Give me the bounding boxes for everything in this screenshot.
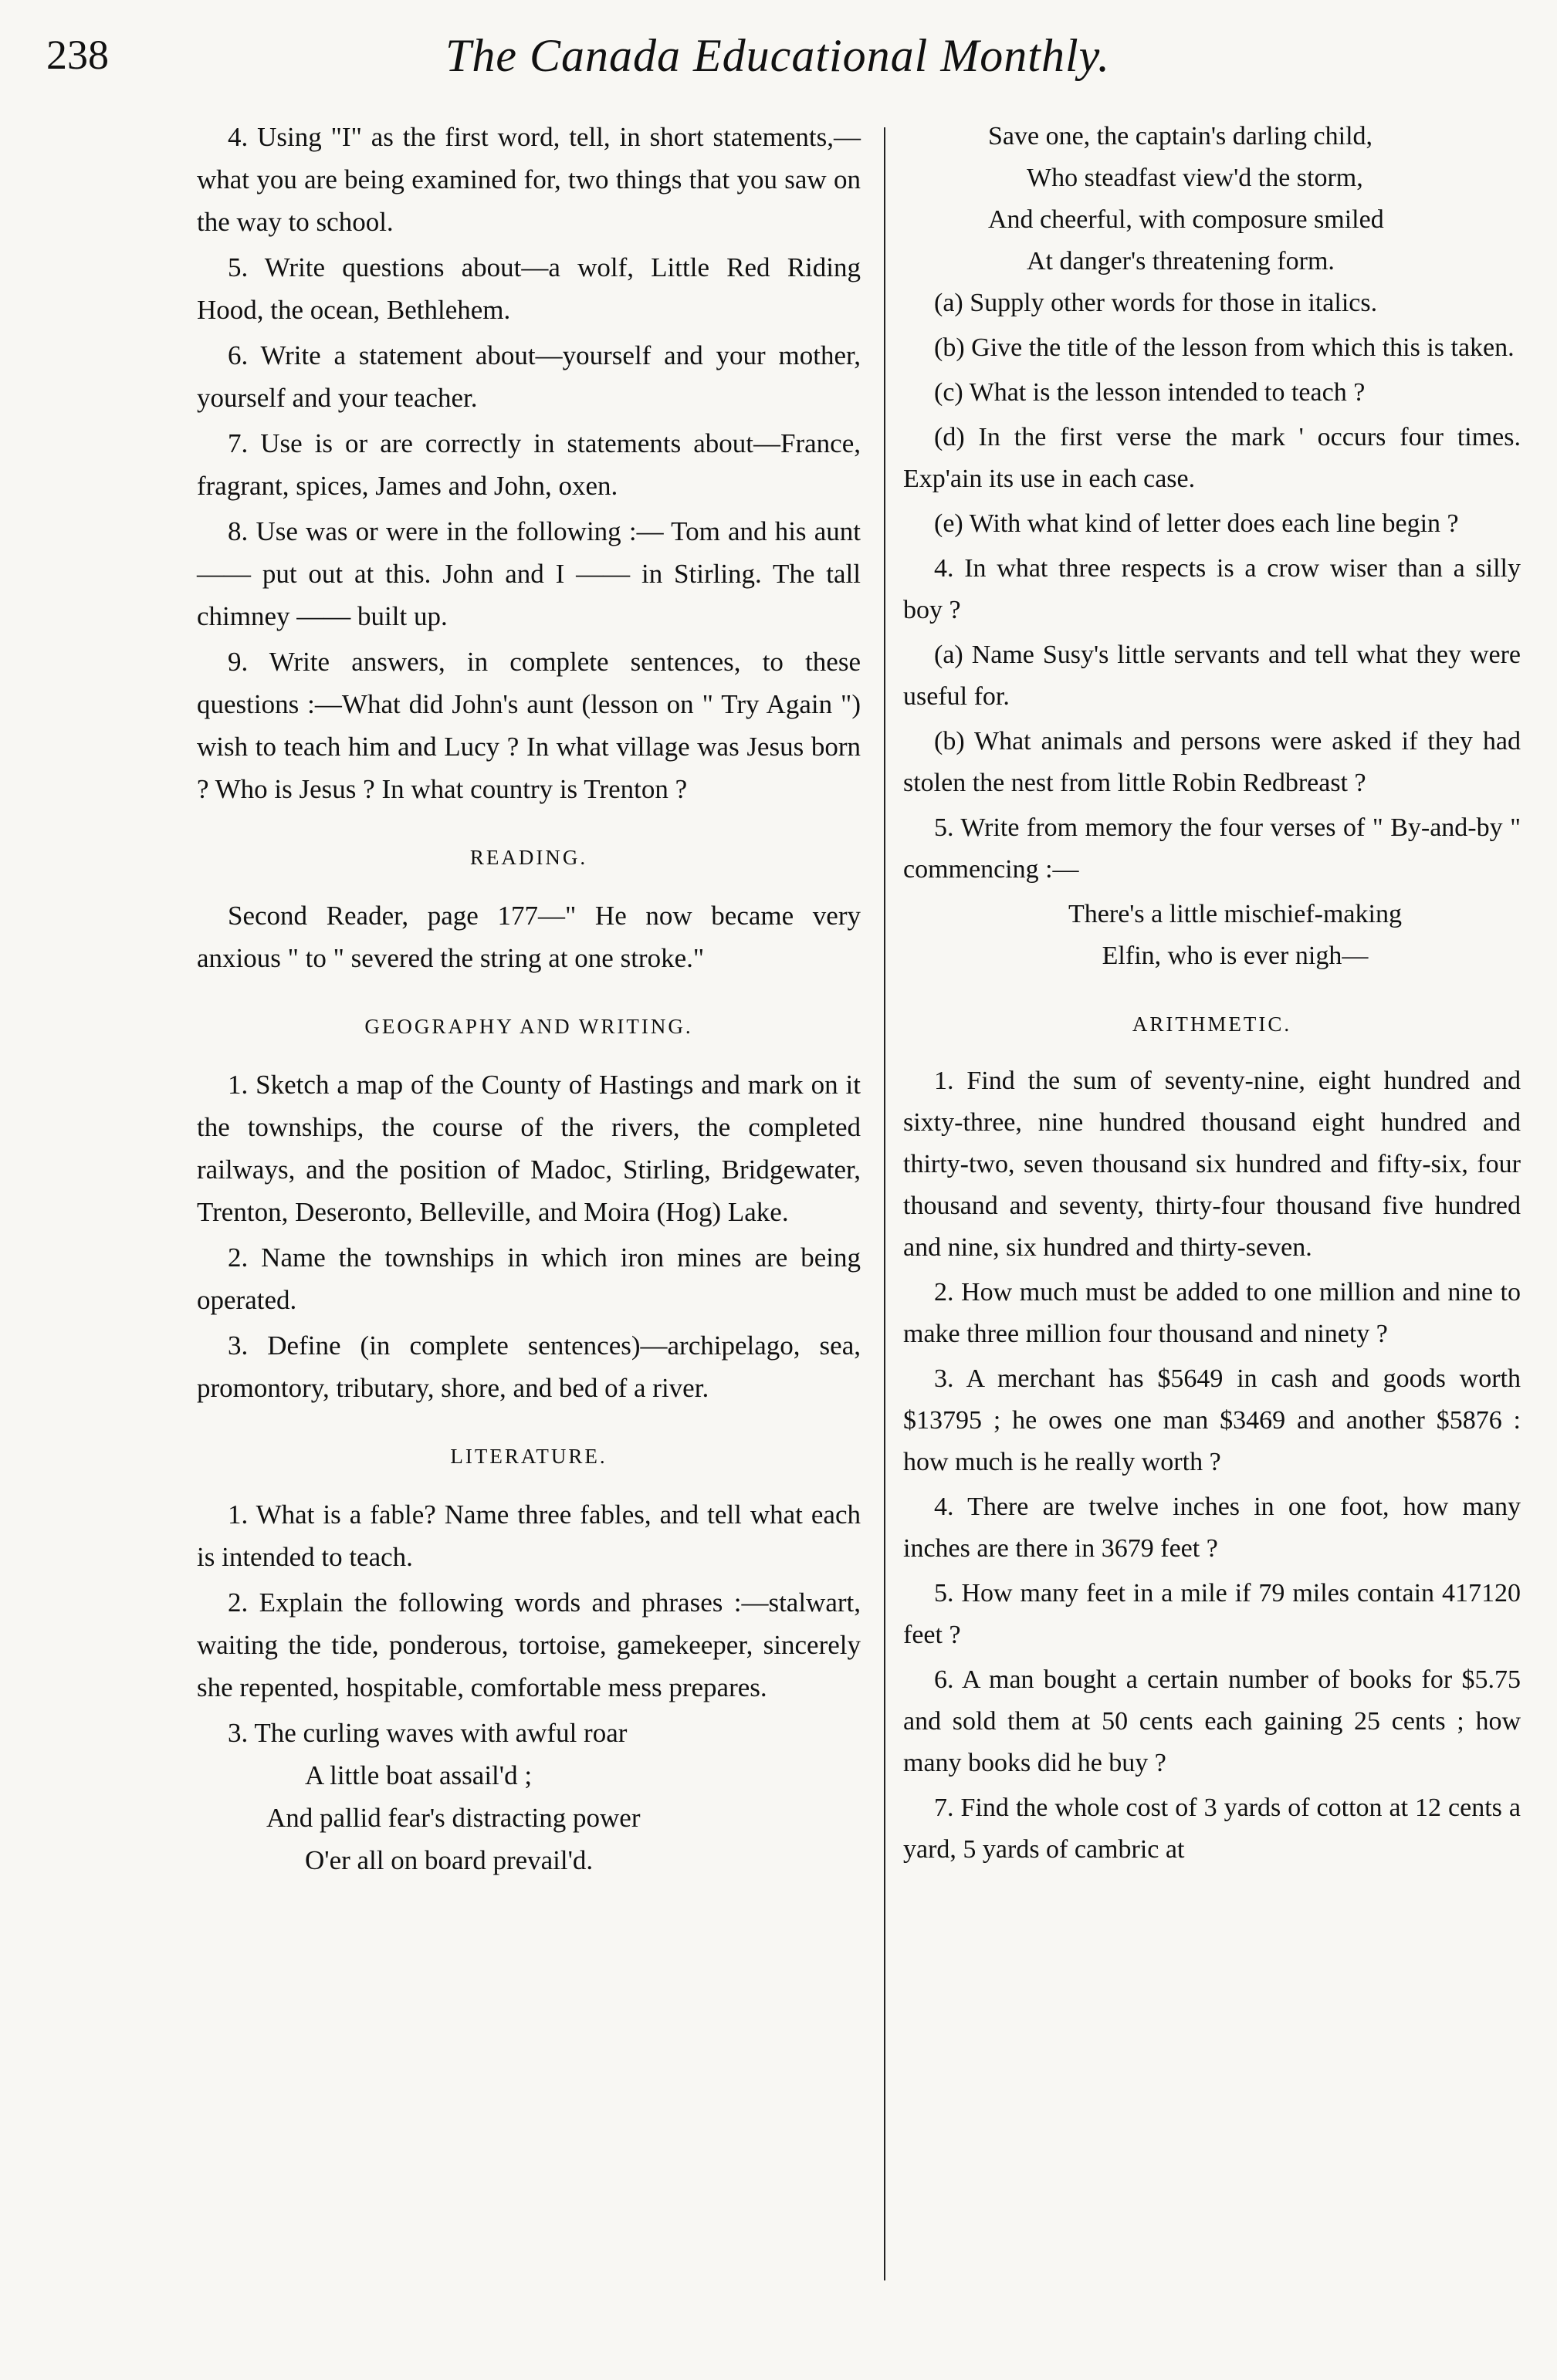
page-header [29,23,1526,93]
poem-line: At danger's threatening form. [1027,247,1335,276]
running-title: The Canada Educational Monthly. [445,30,1110,81]
literature-heading: LITERATURE. [450,1445,608,1468]
poem-line: Save one, the captain's darling child, [988,122,1373,150]
arithmetic-question-1: 1. Find the sum of seventy-nine, eight hundred and sixty-three, nine hundred thousand eight hundred and thirty-two, seven thousand six hundred and fifty-six, four thousand and seventy, thirty-four thousand five hundred and nine, six hundred and thirty-seven. [903,1067,1521,1262]
subquestion-a: (a) Supply other words for those in italics. [934,289,1378,317]
question-4-right: 4. In what three respects is a crow wiser than a silly boy ? [903,554,1521,624]
left-column [197,116,861,1881]
poem-line: And cheerful, with composure smiled [988,205,1384,234]
question-8: 8. Use was or were in the following :— Tom and his aunt —— put out at this. John and I —— in Stirling. The tall chimney —— built up. [197,516,861,631]
literature-question-1: 1. What is a fable? Name three fables, and tell what each is intended to teach. [197,1499,861,1572]
page-number: 238 [46,32,109,78]
arithmetic-question-2: 2. How much must be added to one million and nine to make three million four thousand and ninety ? [903,1278,1521,1348]
poem-line: O'er all on board prevail'd. [305,1845,594,1875]
poem-line: Who steadfast view'd the storm, [1027,164,1363,192]
reading-heading: READING. [469,846,588,869]
geography-question-2: 2. Name the townships in which iron mines are being operated. [197,1242,861,1315]
arithmetic-question-7: 7. Find the whole cost of 3 yards of cotton at 12 cents a yard, 5 yards of cambric at [903,1793,1521,1864]
subquestion-e: (e) With what kind of letter does each line begin ? [934,509,1459,538]
storm-poem [903,116,1521,282]
right-column [903,116,1521,1874]
arithmetic-heading: ARITHMETIC. [1132,1013,1292,1036]
column-divider [884,127,885,2280]
question-6: 6. Write a statement about—yourself and your mother, yourself and your teacher. [197,340,861,413]
subquestion-4b: (b) What animals and persons were asked if they had stolen the nest from little Robin Redbreast ? [903,727,1521,797]
geography-question-1: 1. Sketch a map of the County of Hastings and mark on it the townships, the course of the rivers, the completed railways, and the position of Madoc, Stirling, Bridgewater, Trenton, Deseronto, Belleville, and Moira (Hog) Lake. [197,1070,861,1227]
poem-line: And pallid fear's distracting power [266,1803,641,1833]
arithmetic-question-4: 4. There are twelve inches in one foot, how many inches are there in 3679 feet ? [903,1493,1521,1563]
question-7: 7. Use is or are correctly in statements about—France, fragrant, spices, James and John, oxen. [197,428,861,501]
question-9: 9. Write answers, in complete sentences, to these questions :—What did John's aunt (lesson on " Try Again ") wish to teach him and Lucy ? In what village was Jesus born ? Who is Jesus ? In what country is Trenton ? [197,647,861,804]
poem-line: Elfin, who is ever nigh— [1102,942,1369,970]
question-4: 4. Using "I" as the first word, tell, in short statements,—what you are being examined for, two things that you saw on the way to school. [197,122,861,237]
arithmetic-question-5: 5. How many feet in a mile if 79 miles contain 417120 feet ? [903,1579,1521,1649]
by-and-by-verse [903,894,1521,977]
poem-line: There's a little mischief-making [1068,900,1402,928]
question-5: 5. Write questions about—a wolf, Little Red Riding Hood, the ocean, Bethlehem. [197,252,861,325]
subquestion-4a: (a) Name Susy's little servants and tell what they were useful for. [903,641,1521,711]
literature-question-2: 2. Explain the following words and phrases :—stalwart, waiting the tide, ponderous, tortoise, gamekeeper, sincerely she repented, hospitable, comfortable mess prepares. [197,1587,861,1702]
reading-text: Second Reader, page 177—" He now became very anxious " to " severed the string at one stroke." [197,901,861,973]
geography-heading: GEOGRAPHY AND WRITING. [364,1015,693,1038]
question-5-right: 5. Write from memory the four verses of " By-and-by " commencing :— [903,813,1521,884]
subquestion-b: (b) Give the title of the lesson from which this is taken. [934,333,1515,362]
arithmetic-question-3: 3. A merchant has $5649 in cash and goods worth $13795 ; he owes one man $3469 and another $5876 : how much is he really worth ? [903,1364,1521,1476]
arithmetic-question-6: 6. A man bought a certain number of books for $5.75 and sold them at 50 cents each gaining 25 cents ; how many books did he buy ? [903,1665,1521,1777]
subquestion-c: (c) What is the lesson intended to teach ? [934,378,1366,407]
poem-line: A little boat assail'd ; [305,1760,533,1790]
subquestion-d: (d) In the first verse the mark ' occurs four times. Exp'ain its use in each case. [903,423,1521,493]
literature-question-3-poem [197,1712,861,1881]
poem-line: 3. The curling waves with awful roar [228,1718,628,1748]
geography-question-3: 3. Define (in complete sentences)—archipelago, sea, promontory, tributary, shore, and bed of a river. [197,1330,861,1403]
